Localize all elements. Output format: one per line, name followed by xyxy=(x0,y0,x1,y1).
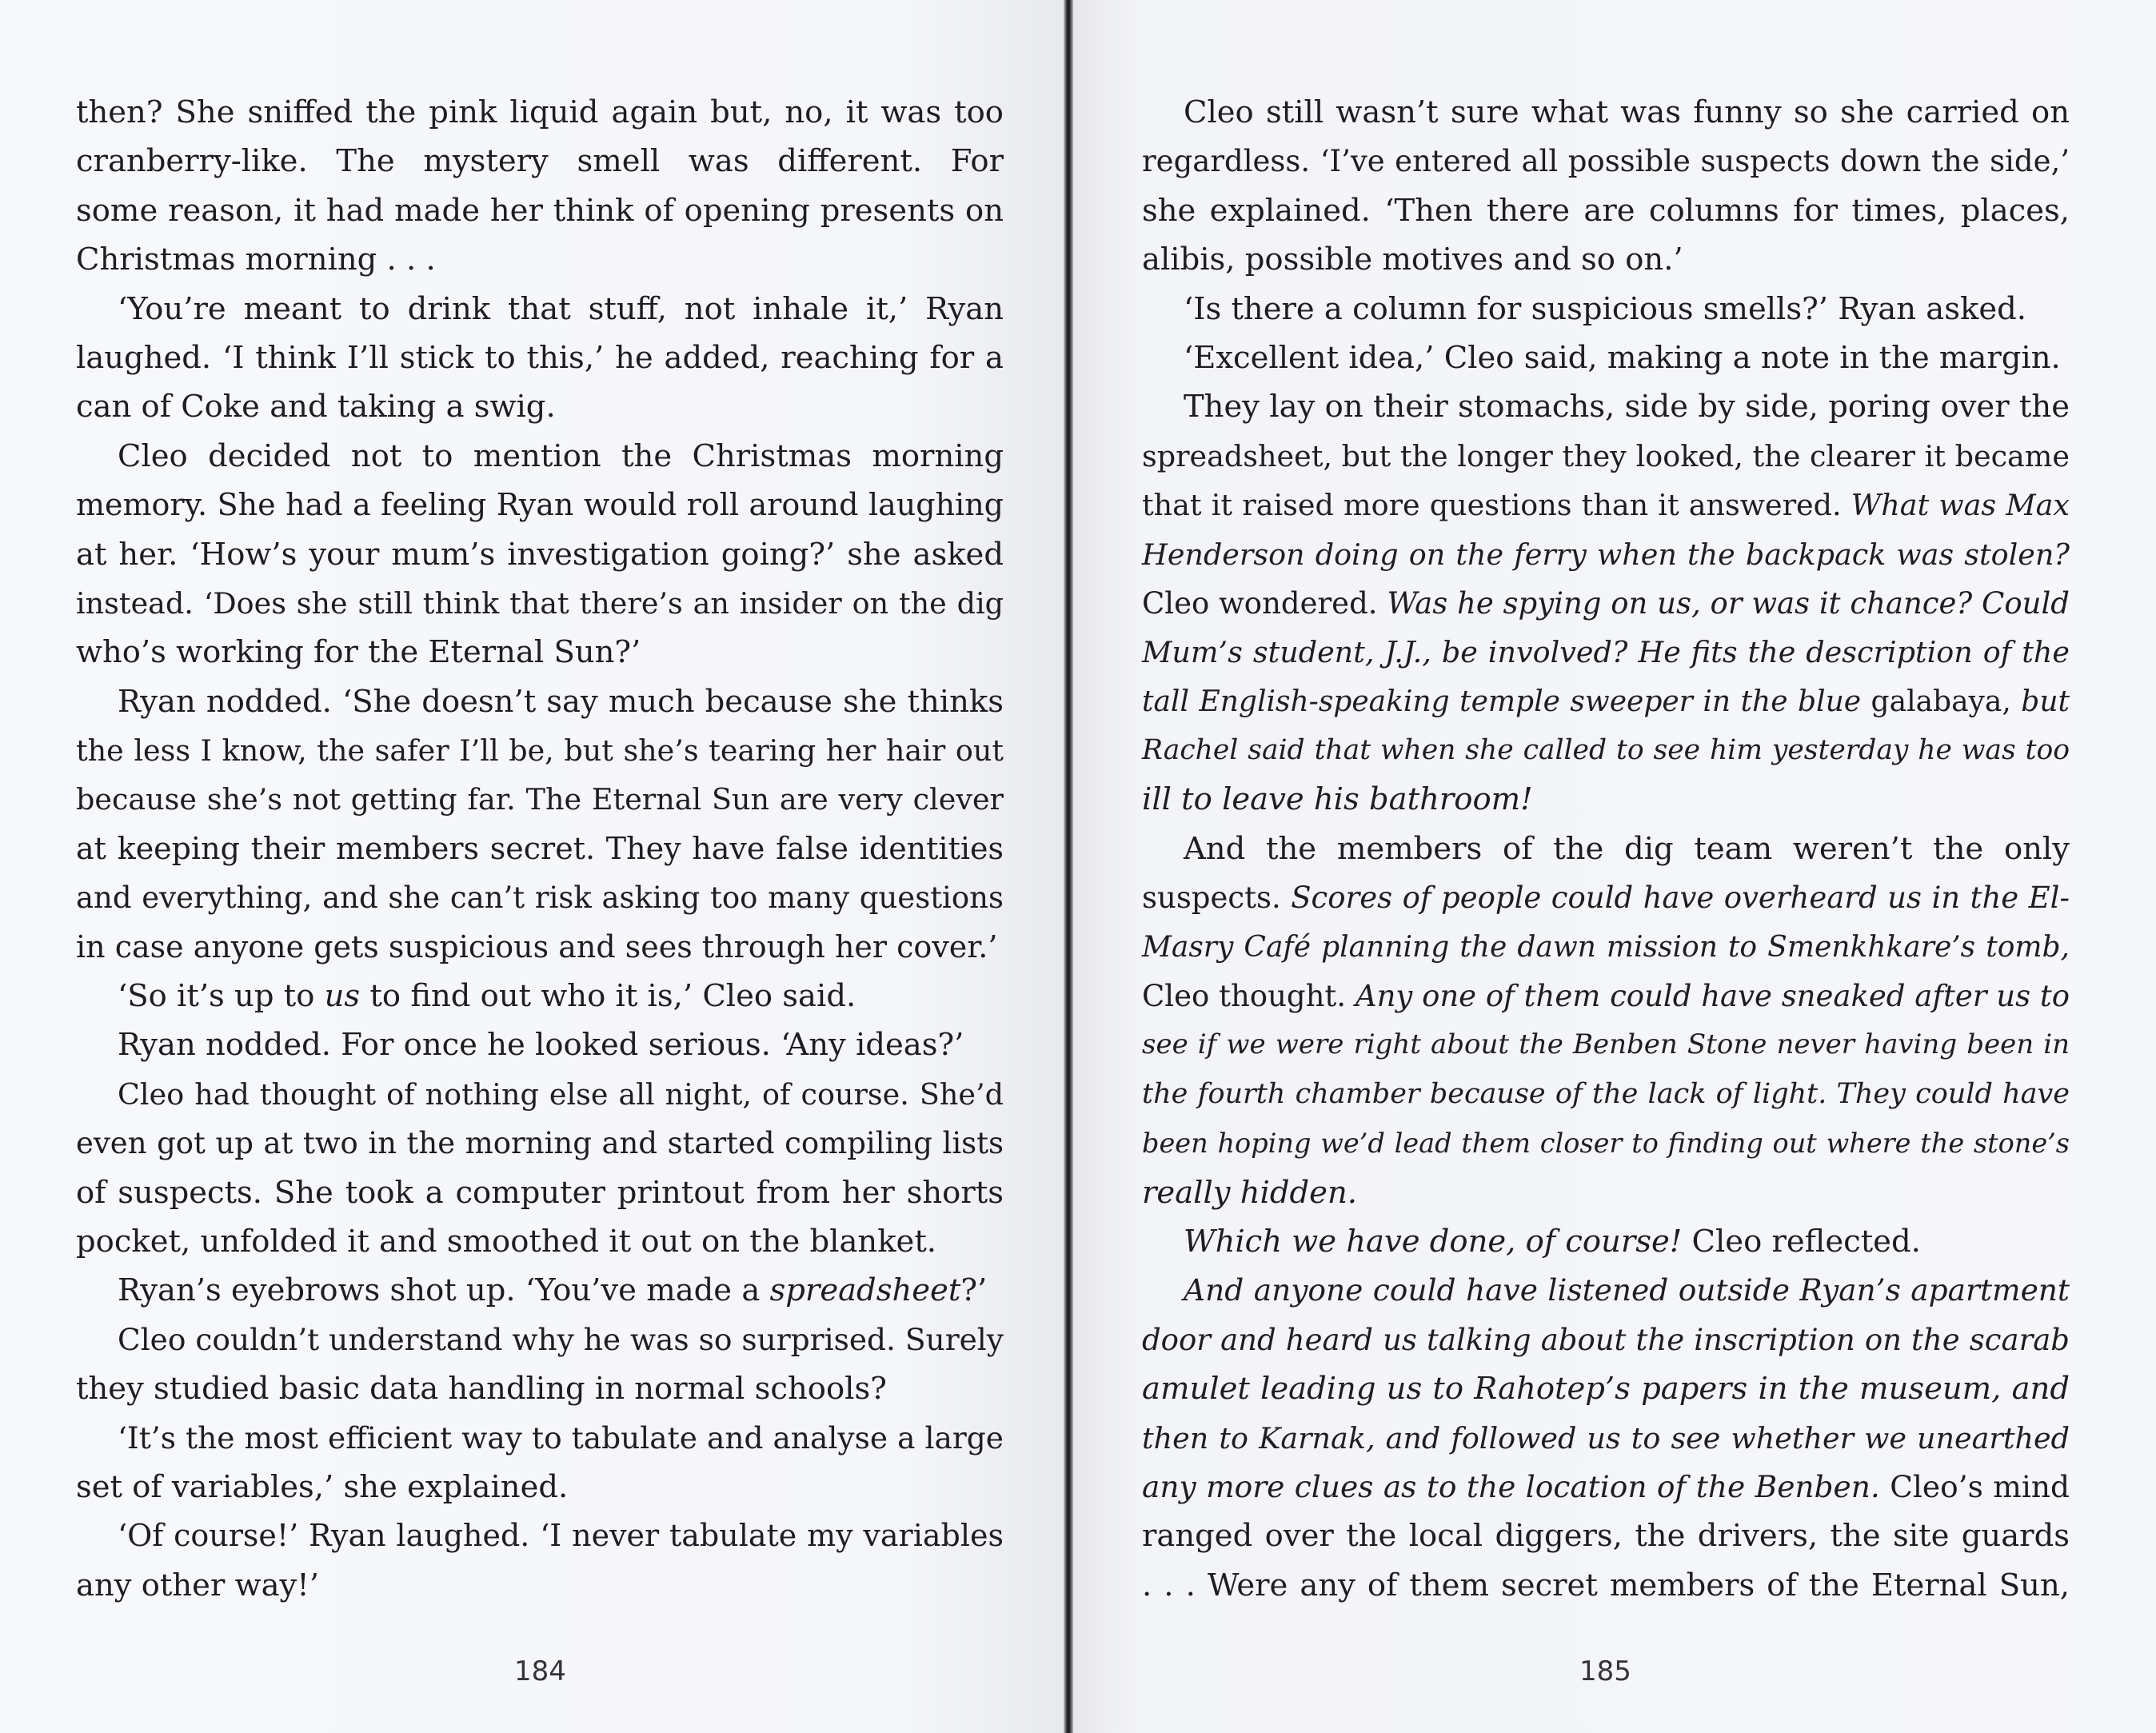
text-line: suspects. Scores of people could have overheard us in the El- xyxy=(1142,880,2070,916)
text-line: They lay on their stomachs, side by side, poring over the xyxy=(1184,389,2070,425)
text-line: of suspects. She took a computer printout from her shorts xyxy=(76,1174,1004,1211)
text-line: amulet leading us to Rahotep’s papers in the museum, and xyxy=(1142,1371,2070,1408)
text-line: door and heard us talking about the inscription on the scarab xyxy=(1142,1322,2070,1357)
text-line: Rachel said that when she called to see him yesterday he was too xyxy=(1142,734,2070,767)
text-line: ‘So it’s up to us to find out who it is,’ Cleo said. xyxy=(118,978,856,1015)
text-line: And the members of the dig team weren’t the only xyxy=(1184,830,2070,867)
text-line: then? She sniffed the pink liquid again but, no, it was too xyxy=(76,94,1004,130)
text-line: And anyone could have listened outside Ryan’s apartment xyxy=(1184,1272,2070,1308)
left-page-text xyxy=(76,88,1004,1610)
text-line: Cleo decided not to mention the Christmas morning xyxy=(118,437,1004,474)
text-line: tall English-speaking temple sweeper in the blue galabaya, but xyxy=(1142,685,2070,718)
page-number-left: 184 xyxy=(514,1655,566,1687)
text-line: at her. ‘How’s your mum’s investigation going?’ she asked xyxy=(76,536,1004,573)
text-line: laughed. ‘I think I’ll stick to this,’ he added, reaching for a xyxy=(76,339,1004,376)
right-page xyxy=(1073,0,2156,1733)
text-line: in case anyone gets suspicious and sees through her cover.’ xyxy=(76,928,998,964)
text-line: Henderson doing on the ferry when the backpack was stolen? xyxy=(1142,537,2070,572)
text-line: Cleo had thought of nothing else all night, of course. She’d xyxy=(118,1076,1004,1112)
text-line: . . . Were any of them secret members of the Eternal Sun, xyxy=(1142,1567,2070,1603)
text-line: ill to leave his bathroom! xyxy=(1142,781,1533,818)
right-page-text xyxy=(1142,88,2070,1610)
text-line: some reason, it had made her think of opening presents on xyxy=(76,192,1004,229)
text-line: Cleo still wasn’t sure what was funny so she carried on xyxy=(1184,94,2070,130)
text-line: that it raised more questions than it answered. What was Max xyxy=(1142,488,2070,523)
text-line: Which we have done, of course! Cleo reflected. xyxy=(1184,1223,1921,1260)
text-line: ranged over the local diggers, the drivers, the site guards xyxy=(1142,1518,2070,1555)
text-line: Masry Café planning the dawn mission to Smenkhkare’s tomb, xyxy=(1142,930,2070,964)
text-line: can of Coke and taking a swig. xyxy=(76,389,556,425)
text-line: Ryan’s eyebrows shot up. ‘You’ve made a spreadsheet?’ xyxy=(118,1272,988,1309)
text-line: ‘Of course!’ Ryan laughed. ‘I never tabulate my variables xyxy=(118,1518,1004,1554)
text-line: any other way!’ xyxy=(76,1567,319,1603)
text-line: even got up at two in the morning and started compiling lists xyxy=(76,1126,1004,1161)
page-number-right: 185 xyxy=(1579,1655,1631,1687)
left-page xyxy=(0,0,1064,1733)
text-line: Ryan nodded. ‘She doesn’t say much because she thinks xyxy=(118,683,1004,720)
text-line: the fourth chamber because of the lack of light. They could have xyxy=(1142,1077,2070,1110)
text-line: at keeping their members secret. They have false identities xyxy=(76,830,1004,866)
text-line: instead. ‘Does she still think that there’s an insider on the dig xyxy=(76,585,1004,621)
text-line: memory. She had a feeling Ryan would roll around laughing xyxy=(76,487,1004,523)
text-line: ‘You’re meant to drink that stuff, not inhale it,’ Ryan xyxy=(118,290,1004,327)
text-line: regardless. ‘I’ve entered all possible suspects down the side,’ xyxy=(1142,144,2070,179)
book-gutter xyxy=(1064,0,1073,1733)
text-line: Christmas morning . . . xyxy=(76,242,436,278)
text-line: ‘It’s the most efficient way to tabulate and analyse a large xyxy=(118,1420,1004,1455)
text-line: Cleo wondered. Was he spying on us, or was it chance? Could xyxy=(1142,585,2070,621)
text-line: then to Karnak, and followed us to see whether we unearthed xyxy=(1142,1420,2070,1455)
text-line: ‘Excellent idea,’ Cleo said, making a note in the margin. xyxy=(1184,339,2061,376)
text-line: spreadsheet, but the longer they looked, the clearer it became xyxy=(1142,438,2070,473)
text-line: Mum’s student, J.J., be involved? He fits the description of the xyxy=(1142,635,2070,670)
text-line: Cleo couldn’t understand why he was so surprised. Surely xyxy=(118,1321,1004,1357)
text-line: really hidden. xyxy=(1142,1174,1357,1211)
text-line: been hoping we’d lead them closer to finding out where the stone’s xyxy=(1142,1128,2070,1160)
text-line: because she’s not getting far. The Eternal Sun are very clever xyxy=(76,782,1004,817)
text-line: they studied basic data handling in normal schools? xyxy=(76,1371,887,1408)
text-line: who’s working for the Eternal Sun?’ xyxy=(76,634,641,671)
text-line: and everything, and she can’t risk asking too many questions xyxy=(76,880,1004,916)
text-line: see if we were right about the Benben Stone never having been in xyxy=(1142,1028,2070,1061)
text-line: Ryan nodded. For once he looked serious. ‘Any ideas?’ xyxy=(118,1027,964,1064)
text-line: Cleo thought. Any one of them could have sneaked after us to xyxy=(1142,979,2070,1014)
text-line: alibis, possible motives and so on.’ xyxy=(1142,242,1683,278)
text-line: the less I know, the safer I’ll be, but she’s tearing her hair out xyxy=(76,733,1004,769)
text-line: any more clues as to the location of the Benben. Cleo’s mind xyxy=(1142,1468,2070,1504)
text-line: pocket, unfolded it and smoothed it out on the blanket. xyxy=(76,1223,937,1260)
text-line: she explained. ‘Then there are columns for times, places, xyxy=(1142,192,2070,229)
text-line: ‘Is there a column for suspicious smells?’ Ryan asked. xyxy=(1184,290,2026,327)
text-line: cranberry-like. The mystery smell was different. For xyxy=(76,143,1004,180)
text-line: set of variables,’ she explained. xyxy=(76,1468,569,1505)
